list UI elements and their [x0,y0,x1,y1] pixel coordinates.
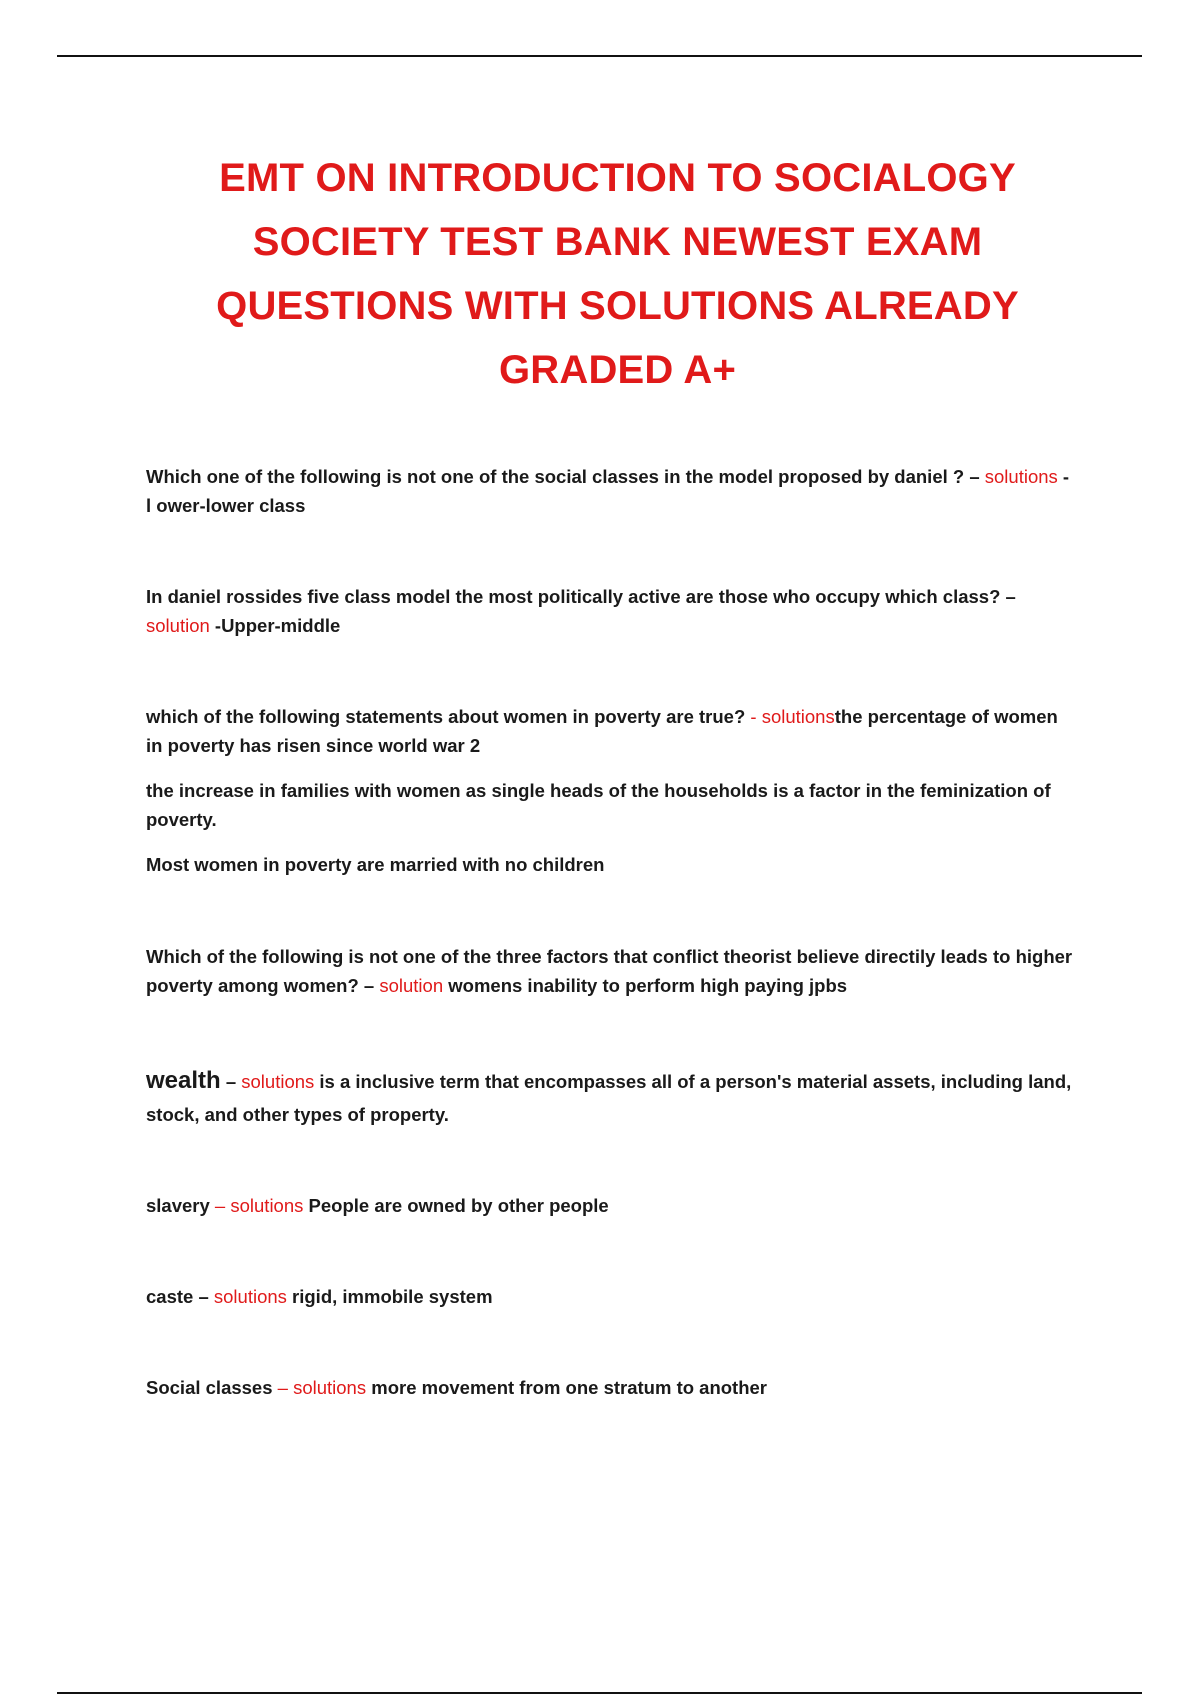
answer-text: womens inability to perform high paying jpbs [448,975,848,996]
question-text: In daniel rossides five class model the most politically active are those who occupy which class? – [146,586,1016,607]
answer-continuation: the increase in families with women as single heads of the households is a factor in the feminization of poverty. [146,780,1051,830]
solution-label: solution [374,975,449,996]
answer-continuation: Most women in poverty are married with no children [146,854,605,875]
solution-label: solutions [241,1071,315,1092]
answer-text: more movement from one stratum to another [366,1377,768,1398]
term-text: caste – [146,1286,209,1307]
answer-text: People are owned by other people [303,1195,609,1216]
qa-item-3 [146,702,1076,760]
question-text: Which of the following is not one of the three factors that conflict theorist believe directily leads to higher poverty among women? – [146,946,1073,996]
bottom-rule [57,1692,1142,1694]
question-text: which of the following statements about women in poverty are true? [146,706,746,727]
term-text: slavery [146,1195,210,1216]
qa-item-wealth [146,1064,1076,1131]
solution-label: – solutions [272,1377,367,1398]
solution-label: solutions [208,1286,287,1307]
question-text: Which one of the following is not one of the social classes in the model proposed by daniel ? – [146,466,980,487]
top-rule [57,55,1142,57]
qa-item-4 [146,942,1076,1000]
answer-text: -Upper-middle [209,615,341,636]
qa-item-2 [146,582,1076,640]
solution-label: - solutions [745,706,835,727]
term-text: Social classes [146,1377,273,1398]
answer-text: the percentage of women in poverty has risen since world war 2 [146,706,1058,756]
solution-label: – solutions [209,1195,304,1216]
answer-text: - l ower-lower class [146,466,1070,516]
qa-item-slavery [146,1191,1076,1220]
term-dash: – [220,1071,242,1092]
term-text: wealth [146,1067,221,1094]
qa-item-caste [146,1282,1076,1311]
solution-label: solutions [984,466,1058,487]
document-title: EMT ON INTRODUCTION TO SOCIALOGY SOCIETY TEST BANK NEWEST EXAM QUESTIONS WITH SOLUTIONS ALREADY GRADED A+ [216,156,1019,392]
qa-item-social-classes [146,1373,1076,1402]
qa-item-1 [146,462,1076,520]
solution-label: solution [146,615,210,636]
answer-text: is a inclusive term that encompasses all of a person's material assets, including land, stock, and other types of property. [146,1071,1072,1125]
answer-text: rigid, immobile system [286,1286,493,1307]
